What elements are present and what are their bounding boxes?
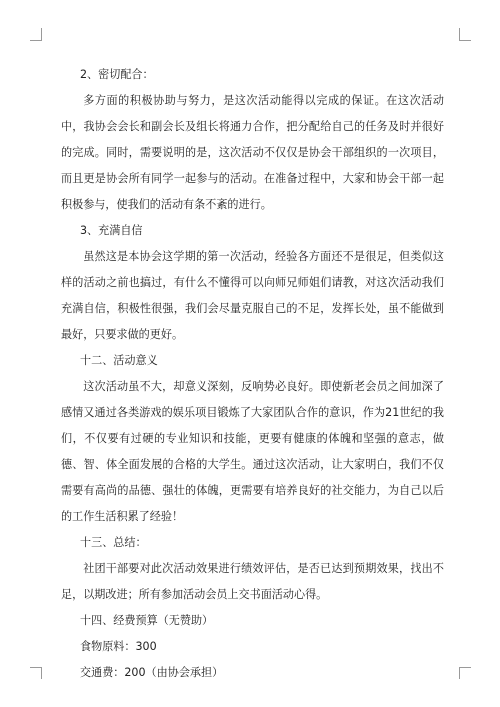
document-body	[61, 62, 444, 686]
paragraph: 虽然这是本协会这学期的第一次活动，经验各方面还不是很足，但类似这样的活动之前也搞过，有什么不懂得可以向师兄师姐们请教，对这次活动我们充满自信，积极性很强，我们会尽量克服自己的不足，发挥长处，虽不能做到最好，只要求做的更好。	[61, 250, 444, 341]
paragraph: 社团干部要对此次活动效果进行绩效评估，是否已达到预期效果，找出不足，以期改进；所有参加活动会员上交书面活动心得。	[61, 562, 444, 601]
paragraph: 这次活动虽不大，却意义深刻，反响势必良好。即使新老会员之间加深了感情又通过各类游戏的娱乐项目锻炼了大家团队合作的意识，作为21世纪的我们，不仅要有过硬的专业知识和技能，更要有健康的体魄和坚强的意志，做德、智、体全面发展的合格的大学生。通过这次活动，让大家明白，我们不仅需要有高尚的品德、强壮的体魄，更需要有培养良好的社交能力，为自己以后的工作生活积累了经验！	[61, 380, 444, 523]
section-heading: 十四、经费预算（无赞助）	[80, 614, 214, 627]
section-heading: 2、密切配合：	[80, 68, 154, 81]
budget-item-food: 食物原料：300	[80, 640, 157, 653]
section-heading: 3、充满自信	[80, 224, 143, 237]
paragraph: 多方面的积极协助与努力，是这次活动能得以完成的保证。在这次活动中，我协会会长和副会长及组长将通力合作，把分配给自己的任务及时并很好的完成。同时，需要说明的是，这次活动不仅仅是协会干部组织的一次项目，而且更是协会所有同学一起参与的活动。在准备过程中，大家和协会干部一起积极参与，使我们的活动有条不紊的进行。	[61, 94, 444, 211]
section-heading: 十三、总结：	[80, 536, 147, 549]
budget-item-transport: 交通费：200（由协会承担）	[80, 666, 224, 679]
section-heading: 十二、活动意义	[80, 354, 158, 367]
